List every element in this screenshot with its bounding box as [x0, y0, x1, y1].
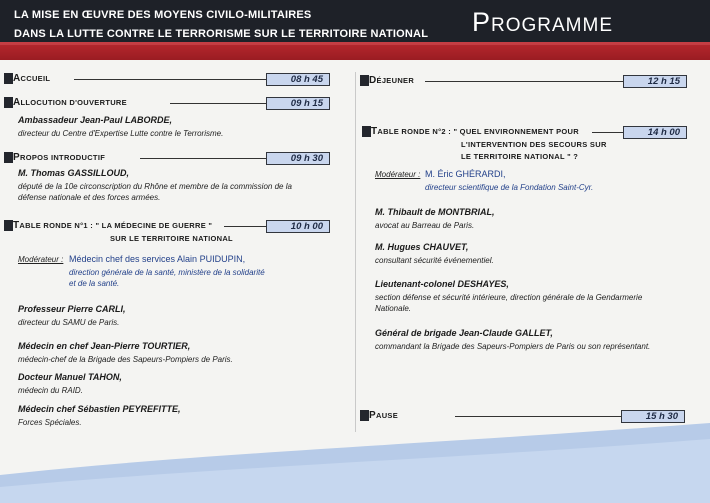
section-accueil: ACCUEIL [13, 73, 51, 84]
section-marker-icon [4, 97, 13, 108]
speaker-tourtier-role: médecin-chef de la Brigade des Sapeurs-Pompiers de Paris. [18, 355, 233, 364]
leader-line [224, 226, 266, 227]
speaker-tahon-role: médecin du RAID. [18, 386, 83, 395]
section-table-ronde-2: TABLE RONDE N°2 : " QUEL ENVIRONNEMENT POUR [371, 126, 579, 137]
section-marker-icon [4, 73, 13, 84]
speaker-deshayes: Lieutenant-colonel DESHAYES, [375, 279, 509, 289]
bottom-wave-decoration [0, 415, 710, 503]
time-table-ronde-1: 10 h 00 [266, 220, 330, 233]
programme-title: Programme [472, 7, 614, 37]
section-table-ronde-1-sub: SUR LE TERRITOIRE NATIONAL [110, 234, 233, 243]
time-accueil: 08 h 45 [266, 73, 330, 86]
speaker-tourtier: Médecin en chef Jean-Pierre TOURTIER, [18, 341, 191, 351]
speaker-deshayes-role: section défense et sécurité intérieure, direction générale de la Gendarmerie [375, 293, 643, 302]
leader-line [140, 158, 266, 159]
speaker-peyrefitte-role: Forces Spéciales. [18, 418, 82, 427]
speaker-laborde-role: directeur du Centre d'Expertise Lutte contre le Terrorisme. [18, 129, 224, 138]
section-propos: PROPOS INTRODUCTIF [13, 152, 106, 163]
speaker-laborde: Ambassadeur Jean-Paul LABORDE, [18, 115, 173, 125]
speaker-deshayes-role-2: Nationale. [375, 304, 412, 313]
speaker-carli-role: directeur du SAMU de Paris. [18, 318, 120, 327]
red-band [0, 42, 710, 60]
speaker-gassilloud-role-2: défense nationale et des forces armées. [18, 193, 161, 202]
section-pause: PAUSE [369, 410, 399, 421]
section-dejeuner: DÉJEUNER [369, 75, 415, 86]
moderator-puidupin: Médecin chef des services Alain PUIDUPIN, [69, 254, 246, 264]
speaker-tahon: Docteur Manuel TAHON, [18, 372, 122, 382]
leader-line [74, 79, 266, 80]
section-allocution: ALLOCUTION D'OUVERTURE [13, 97, 127, 108]
section-marker-icon [4, 220, 13, 231]
speaker-gallet: Général de brigade Jean-Claude GALLET, [375, 328, 553, 338]
leader-line [170, 103, 266, 104]
section-table-ronde-2-sub1: L'INTERVENTION DES SECOURS SUR [461, 140, 607, 149]
section-table-ronde-2-sub2: LE TERRITOIRE NATIONAL " ? [461, 152, 579, 161]
speaker-gallet-role: commandant la Brigade des Sapeurs-Pompiers de Paris ou son représentant. [375, 342, 651, 351]
section-marker-icon [4, 152, 13, 163]
header-title-line2: DANS LA LUTTE CONTRE LE TERRORISME SUR LE TERRITOIRE NATIONAL [14, 28, 429, 40]
section-marker-icon [362, 126, 371, 137]
moderator-gherardi: M. Éric GHÉRARDI, [425, 169, 506, 179]
speaker-montbrial: M. Thibault de MONTBRIAL, [375, 207, 495, 217]
section-marker-icon [360, 75, 369, 86]
time-dejeuner: 12 h 15 [623, 75, 687, 88]
column-divider [355, 72, 356, 432]
section-table-ronde-1: TABLE RONDE N°1 : " LA MÉDECINE DE GUERRE " [13, 220, 213, 231]
header-banner [0, 0, 710, 42]
speaker-montbrial-role: avocat au Barreau de Paris. [375, 221, 475, 230]
speaker-peyrefitte: Médecin chef Sébastien PEYREFITTE, [18, 404, 181, 414]
time-allocution: 09 h 15 [266, 97, 330, 110]
time-pause: 15 h 30 [621, 410, 685, 423]
moderator-label: Modérateur : [375, 170, 421, 179]
speaker-chauvet-role: consultant sécurité événementiel. [375, 256, 494, 265]
speaker-chauvet: M. Hugues CHAUVET, [375, 242, 469, 252]
moderator-label: Modérateur : [18, 255, 64, 264]
moderator-gherardi-role: directeur scientifique de la Fondation Saint-Cyr. [425, 183, 594, 192]
leader-line [425, 81, 623, 82]
header-title-line1: LA MISE EN ŒUVRE DES MOYENS CIVILO-MILITAIRES [14, 9, 312, 21]
speaker-carli: Professeur Pierre CARLI, [18, 304, 126, 314]
speaker-gassilloud-role: député de la 10e circonscription du Rhône et membre de la commission de la [18, 182, 292, 191]
time-propos: 09 h 30 [266, 152, 330, 165]
speaker-gassilloud: M. Thomas GASSILLOUD, [18, 168, 130, 178]
moderator-puidupin-role: direction générale de la santé, ministère de la solidarité [69, 268, 265, 277]
leader-line [592, 132, 623, 133]
moderator-puidupin-role-2: et de la santé. [69, 279, 120, 288]
time-table-ronde-2: 14 h 00 [623, 126, 687, 139]
